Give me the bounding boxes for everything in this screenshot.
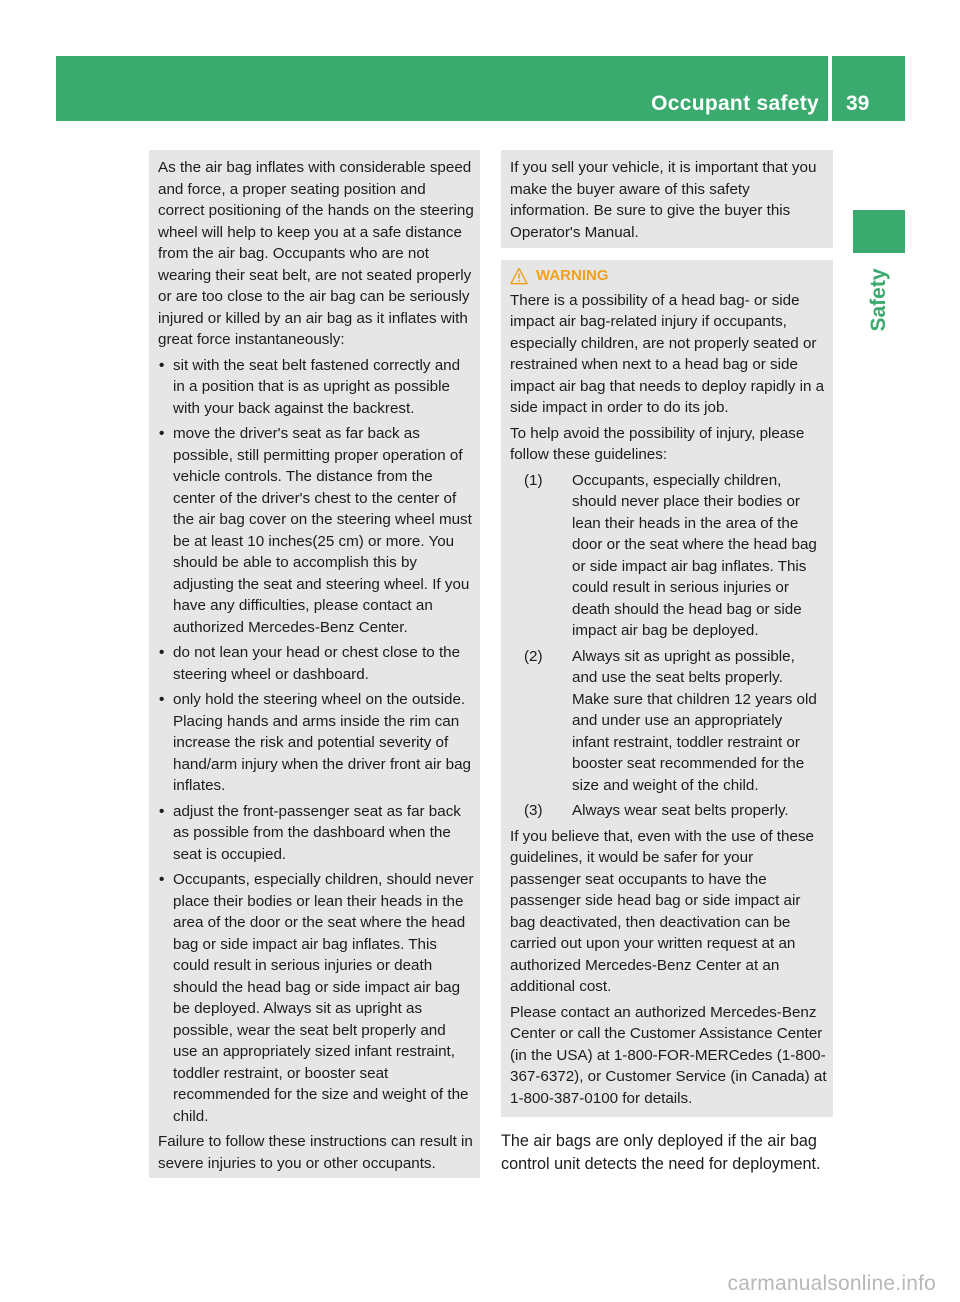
list-item: • move the driver's seat as far back as possible, still permitting proper operation of vehicle controls. The distance from the center of the driver's chest to the center of the air bag cover on the steering wheel must be at least 10 inches(25 cm) or more. You should be able to accomplish this by adjusting the seat and steering wheel. If you have any difficulties, please contact an authorized Mercedes-Benz Center. (158, 423, 474, 638)
guidelines-list (510, 470, 827, 822)
outro-paragraph: Failure to follow these instructions can result in severe injuries to you or other occupants. (158, 1133, 473, 1172)
item-text: Always wear seat belts properly. (572, 802, 789, 819)
list-item: • adjust the front-passenger seat as far back as possible from the dashboard when the seat is occupied. (158, 801, 474, 866)
seating-guidance-box (149, 150, 480, 1178)
item-number: (3) (524, 802, 543, 819)
warning-paragraph: To help avoid the possibility of injury, please follow these guidelines: (510, 424, 805, 463)
header-divider (828, 56, 832, 121)
resale-info-box (501, 150, 833, 248)
section-title: Occupant safety (651, 92, 819, 115)
resale-paragraph: If you sell your vehicle, it is important that you make the buyer aware of this safety information. Be sure to give the buyer this Operator's Manual. (510, 159, 817, 241)
warning-paragraph: If you believe that, even with the use of these guidelines, it would be safer for your passenger seat occupants to have the passenger side head bag or side impact air bag deactivated, then deactivation can be carried out upon your written request at an authorized Mercedes-Benz Center at an additional cost. (510, 827, 814, 995)
list-item (510, 800, 827, 822)
watermark: carmanualsonline.info (727, 1272, 936, 1295)
chapter-tab (853, 210, 905, 253)
item-number: (2) (524, 647, 543, 665)
guidance-list (158, 355, 474, 1128)
item-number: (1) (524, 471, 543, 489)
page-number: 39 (846, 92, 870, 115)
list-item: • do not lean your head or chest close to the steering wheel or dashboard. (158, 642, 474, 685)
header-bar (56, 56, 905, 121)
warning-triangle-icon (510, 267, 528, 285)
warning-paragraph: Please contact an authorized Mercedes-Benz Center or call the Customer Assistance Center (in the USA) at 1-800-FOR-MERCedes (1-800-367-6372), or Customer Service (in Canada) at 1-800-387-0100 for details. (510, 1003, 827, 1107)
deployment-paragraph: The air bags are only deployed if the air bag control unit detects the need for deployment. (501, 1132, 821, 1173)
item-text: Always sit as upright as possible, and use the seat belts properly. Make sure that children 12 years old and under use an appropriately infant restraint, toddler restraint or booster seat recommended for the size and weight of the child. (572, 647, 817, 794)
list-item: • only hold the steering wheel on the outside. Placing hands and arms inside the rim can increase the risk and potential severity of hand/arm injury when the driver front air bag inflates. (158, 689, 474, 797)
list-item: • sit with the seat belt fastened correctly and in a position that is as upright as possible with your back against the backrest. (158, 355, 474, 420)
list-item (510, 646, 827, 797)
warning-title: WARNING (536, 267, 609, 284)
item-text: Occupants, especially children, should never place their bodies or lean their heads in the area of the door or the seat where the head bag or side impact air bag inflates. This could result in serious injuries or death should the head bag or side impact air bag be deployed. (572, 471, 817, 639)
intro-paragraph: As the air bag inflates with considerable speed and force, a proper seating position and correct positioning of the hands on the steering wheel will help to keep you at a safe distance from the air bag. Occupants who are not wearing their seat belt, are not seated properly or are too close to the air bag can be seriously injured or killed by an air bag as it inflates with great force instantaneously: (158, 159, 474, 348)
warning-paragraph: There is a possibility of a head bag- or side impact air bag-related injury if occupants, especially children, are not properly seated or restrained when next to a head bag or side impact air bag that needs to deploy rapidly in a side impact in order to do its job. (510, 291, 825, 416)
warning-box (501, 260, 833, 1117)
list-item (510, 470, 827, 642)
chapter-label: Safety (867, 268, 890, 332)
deployment-note (501, 1130, 837, 1176)
list-item: • Occupants, especially children, should never place their bodies or lean their heads in the area of the door or the seat where the head bag or side impact air bag inflates. This could result in serious injuries or death should the head bag or side impact air bag be deployed. Always sit as upright as possible, wear the seat belt properly and use an appropriately sized infant restraint, toddler restraint, or booster seat recommended for the size and weight of the child. (158, 869, 474, 1127)
warning-header (510, 265, 827, 287)
